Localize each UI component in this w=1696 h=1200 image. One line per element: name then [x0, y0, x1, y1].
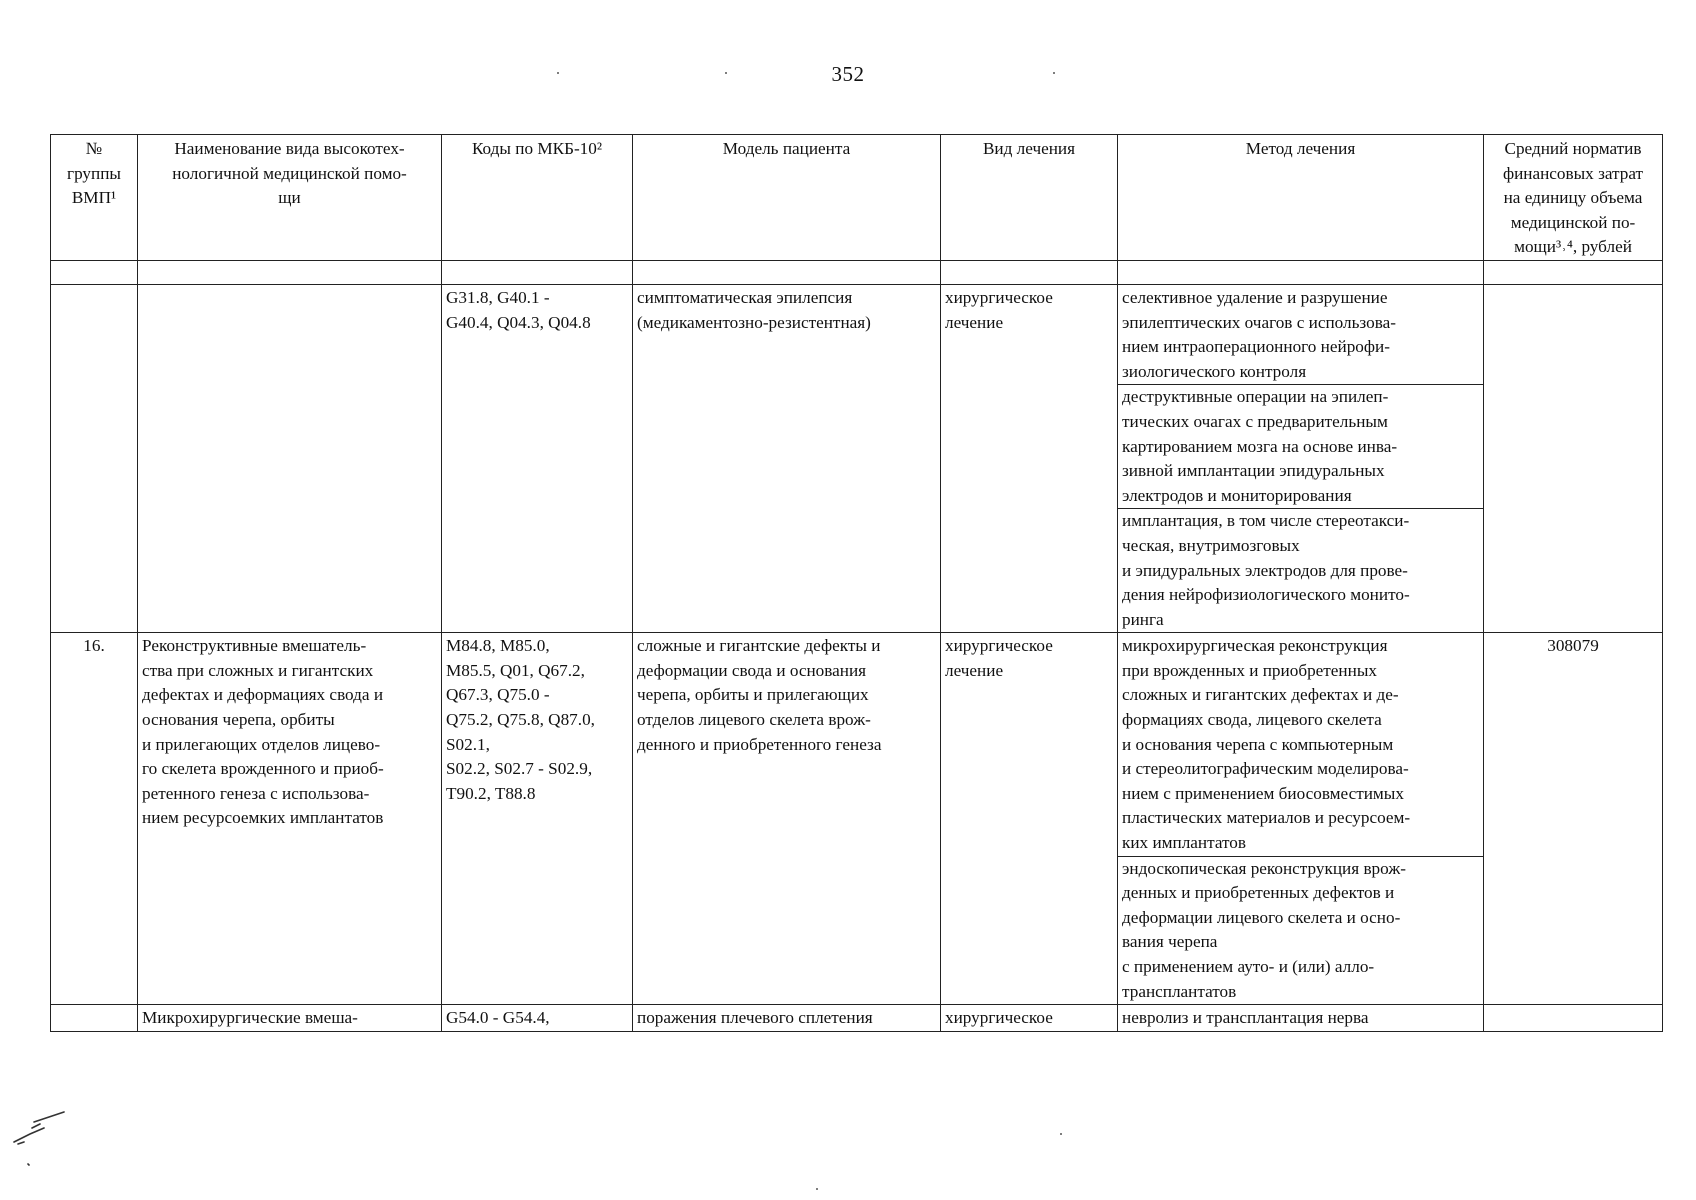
- scan-speck: [557, 72, 559, 74]
- header-num: [51, 135, 138, 261]
- text-line: M84.8, M85.0,: [446, 636, 550, 656]
- text-line: Реконструктивные вмешатель-: [142, 636, 367, 656]
- text-line: денного и приобретенного генеза: [637, 734, 882, 754]
- text-line: и основания черепа с компьютерным: [1122, 734, 1394, 754]
- text-line: нием с применением биосовместимых: [1122, 783, 1404, 803]
- header-name: [138, 135, 442, 261]
- text-line: хирургическое: [945, 1008, 1053, 1028]
- text-line: симптоматическая эпилепсия: [637, 287, 853, 307]
- cell-group-number: 16.: [51, 633, 138, 1005]
- header-model: [633, 135, 941, 261]
- text-line: формациях свода, лицевого скелета: [1122, 710, 1382, 730]
- text-line: сложных и гигантских дефектах и де-: [1122, 685, 1399, 705]
- vmp-table: [50, 134, 1663, 1032]
- text-line: электродов и мониторирования: [1122, 485, 1352, 505]
- cell-icd-codes: [442, 1005, 633, 1032]
- text-line: деструктивные операции на эпилеп-: [1122, 387, 1389, 407]
- treatment-method: [1118, 856, 1483, 1005]
- header-row: [51, 135, 1663, 261]
- text-line: Q75.2, Q75.8, Q87.0,: [446, 710, 595, 730]
- pen-mark: [4, 1108, 84, 1168]
- text-line: ринга: [1122, 609, 1164, 629]
- text-line: поражения плечевого сплетения: [637, 1008, 873, 1028]
- cell-cost-standard: [1484, 1005, 1663, 1032]
- scan-speck: [816, 1188, 818, 1190]
- text-line: отделов лицевого скелета врож-: [637, 710, 871, 730]
- cell-treatment-type: [941, 633, 1118, 1005]
- text-line: тических очагах с предварительным: [1122, 411, 1388, 431]
- text-line: невролиз и трансплантация нерва: [1122, 1008, 1369, 1028]
- text-line: G31.8, G40.1 -: [446, 287, 550, 307]
- text-line: щи: [278, 188, 301, 208]
- text-line: финансовых затрат: [1502, 163, 1644, 183]
- text-line: S02.1,: [446, 734, 490, 754]
- table-row: [51, 633, 1663, 1005]
- cell-icd-codes: [442, 284, 633, 632]
- text-line: денных и приобретенных дефектов и: [1122, 883, 1395, 903]
- text-line: селективное удаление и разрушение: [1122, 287, 1388, 307]
- text-line: Модель пациента: [722, 139, 851, 158]
- text-line: и эпидуральных электродов для прове-: [1122, 560, 1408, 580]
- text-line: M85.5, Q01, Q67.2,: [446, 660, 585, 680]
- text-line: с применением ауто- и (или) алло-: [1122, 957, 1375, 976]
- text-line: при врожденных и приобретенных: [1122, 660, 1377, 680]
- text-line: G54.0 - G54.4,: [446, 1008, 550, 1028]
- text-line: нием ресурсоемких имплантатов: [142, 808, 384, 828]
- text-line: ких имплантатов: [1122, 833, 1247, 853]
- text-line: лечение: [945, 312, 1004, 332]
- cell-treatment-type: [941, 1005, 1118, 1032]
- treatment-method: [1122, 286, 1479, 384]
- text-line: картированием мозга на основе инва-: [1122, 436, 1398, 456]
- cell-treatment-type: [941, 284, 1118, 632]
- text-line: дения нейрофизиологического монито-: [1122, 585, 1410, 605]
- treatment-method: [1122, 1006, 1479, 1031]
- cell-care-name: [138, 284, 442, 632]
- text-line: зивной имплантации эпидуральных: [1122, 461, 1385, 481]
- spacer-row: [51, 260, 1663, 284]
- cell-patient-model: [633, 1005, 941, 1032]
- text-line: Микрохирургические вмеша-: [142, 1008, 358, 1028]
- text-line: T90.2, T88.8: [446, 783, 536, 803]
- treatment-method: [1118, 508, 1483, 632]
- text-line: дефектах и деформациях свода и: [142, 685, 384, 705]
- header-treatment: [941, 135, 1118, 261]
- text-line: деформации лицевого скелета и осно-: [1122, 907, 1401, 927]
- text-line: (медикаментозно-резистентная): [637, 312, 871, 332]
- cell-care-name: [138, 633, 442, 1005]
- text-line: лечение: [945, 660, 1004, 680]
- text-line: нологичной медицинской помо-: [172, 163, 407, 183]
- text-line: трансплантатов: [1122, 981, 1237, 1001]
- text-line: и стереолитографическим моделирова-: [1122, 759, 1409, 779]
- text-line: ВМП¹: [71, 188, 117, 208]
- header-codes: [442, 135, 633, 261]
- text-line: сложные и гигантские дефекты и: [637, 636, 881, 656]
- text-line: основания черепа, орбиты: [142, 710, 335, 730]
- text-line: Наименование вида высокотех-: [174, 139, 405, 158]
- page-number: 352: [831, 62, 865, 86]
- text-line: на единицу объема: [1503, 188, 1643, 208]
- text-line: и прилегающих отделов лицево-: [142, 734, 381, 754]
- text-line: ческая, внутримозговых: [1122, 535, 1300, 555]
- text-line: медицинской по-: [1510, 212, 1636, 232]
- cell-treatment-methods: [1118, 284, 1484, 632]
- text-line: хирургическое: [945, 636, 1053, 656]
- text-line: микрохирургическая реконструкция: [1122, 636, 1388, 656]
- text-line: S02.2, S02.7 - S02.9,: [446, 759, 593, 779]
- text-line: ства при сложных и гигантских: [142, 660, 374, 680]
- text-line: хирургическое: [945, 287, 1053, 307]
- text-line: эндоскопическая реконструкция врож-: [1122, 858, 1406, 878]
- text-line: го скелета врожденного и приоб-: [142, 759, 384, 779]
- text-line: эпилептических очагов с использова-: [1122, 312, 1396, 332]
- header-method: [1118, 135, 1484, 261]
- treatment-method: [1118, 384, 1483, 508]
- text-line: нием интраоперационного нейрофи-: [1122, 337, 1390, 357]
- text-line: пластических материалов и ресурсоем-: [1122, 808, 1411, 828]
- text-line: Вид лечения: [982, 139, 1076, 158]
- text-line: мощи³˒⁴, рублей: [1514, 237, 1632, 257]
- cell-group-number: [51, 1005, 138, 1032]
- text-line: ретенного генеза с использова-: [142, 783, 370, 803]
- text-line: группы: [67, 163, 121, 183]
- text-line: черепа, орбиты и прилегающих: [637, 685, 869, 705]
- cell-icd-codes: [442, 633, 633, 1005]
- text-line: G40.4, Q04.3, Q04.8: [446, 312, 591, 332]
- text-line: зиологического контроля: [1122, 361, 1307, 381]
- treatment-method: [1122, 634, 1479, 855]
- scan-speck: [725, 72, 727, 74]
- header-cost: [1484, 135, 1663, 261]
- table-row: [51, 1005, 1663, 1032]
- text-line: Q67.3, Q75.0 -: [446, 685, 550, 705]
- cell-group-number: [51, 284, 138, 632]
- cell-treatment-methods: [1118, 1005, 1484, 1032]
- cell-cost-standard: [1484, 284, 1663, 632]
- scan-speck: [1060, 1133, 1062, 1135]
- cell-treatment-methods: [1118, 633, 1484, 1005]
- table-row: [51, 284, 1663, 632]
- text-line: №: [85, 139, 103, 158]
- cell-cost-standard: 308079: [1484, 633, 1663, 1005]
- text-line: Средний норматив: [1504, 139, 1642, 158]
- text-line: деформации свода и основания: [637, 660, 867, 680]
- scan-speck: [1053, 72, 1055, 74]
- cell-care-name: [138, 1005, 442, 1032]
- cell-patient-model: [633, 633, 941, 1005]
- text-line: вания черепа: [1122, 932, 1218, 952]
- text-line: имплантация, в том числе стереотакси-: [1122, 511, 1410, 531]
- text-line: Коды по МКБ-10²: [471, 139, 603, 158]
- text-line: Метод лечения: [1245, 139, 1356, 158]
- cell-patient-model: [633, 284, 941, 632]
